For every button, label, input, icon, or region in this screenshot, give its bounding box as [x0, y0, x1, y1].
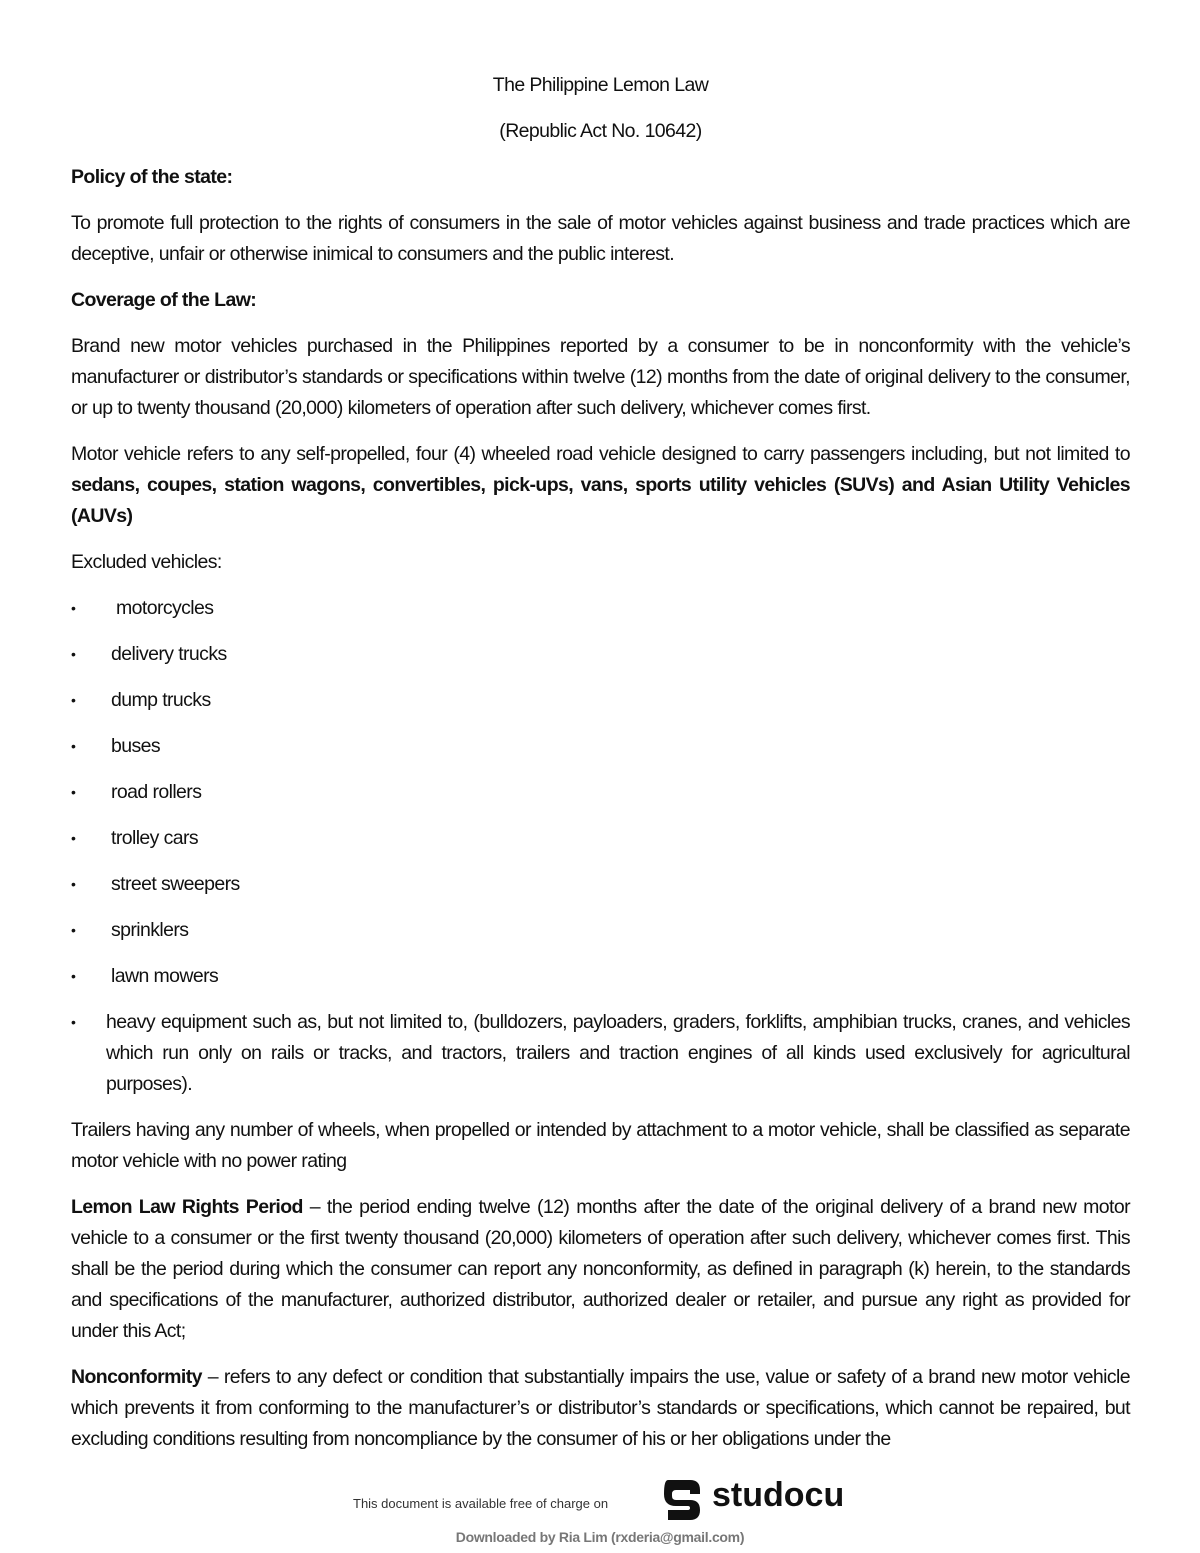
bullet-icon: •	[71, 830, 76, 846]
coverage-heading: Coverage of the Law:	[71, 289, 257, 311]
page-footer	[0, 1468, 1200, 1553]
bullet-icon: •	[71, 922, 76, 938]
list-item	[71, 777, 1130, 808]
coverage-paragraph: Brand new motor vehicles purchased in the Philippines reported by a consumer to be in nonconformity with the vehicle’s manufacturer or distributor’s standards or specifications within twelve (12) months from the date of original delivery to the consumer, or up to twenty thousand (20,000) kilometers of operation after such delivery, whichever comes first.	[71, 335, 1130, 419]
bullet-icon: •	[71, 968, 76, 984]
rights-period-paragraph	[71, 1192, 1130, 1347]
list-item-text: sprinklers	[111, 919, 189, 941]
rights-period-term: Lemon Law Rights Period	[71, 1196, 303, 1218]
list-item-text: buses	[111, 735, 161, 757]
policy-paragraph: To promote full protection to the rights of consumers in the sale of motor vehicles against business and trade practices which are deceptive, unfair or otherwise inimical to consumers and the public interest.	[71, 212, 1130, 265]
bullet-icon: •	[71, 600, 76, 616]
list-item	[71, 731, 1130, 762]
excluded-vehicles-list	[71, 593, 1130, 1100]
bullet-icon: •	[71, 1014, 76, 1030]
list-item-text: trolley cars	[111, 827, 199, 849]
list-item	[71, 1007, 1130, 1100]
list-item-text: lawn mowers	[111, 965, 219, 987]
motor-vehicle-types: sedans, coupes, station wagons, convertibles, pick-ups, vans, sports utility vehicles (SUVs) and Asian Utility Vehicles (AUVs)	[71, 474, 1130, 527]
list-item	[71, 915, 1130, 946]
nonconformity-term: Nonconformity	[71, 1366, 202, 1388]
list-item	[71, 685, 1130, 716]
list-item-text: motorcycles	[116, 597, 214, 619]
studocu-logo-icon[interactable]	[660, 1476, 706, 1522]
motor-vehicle-text: Motor vehicle refers to any self-propelled, four (4) wheeled road vehicle designed to carry passengers including, but not limited to	[71, 443, 1130, 465]
list-item	[71, 823, 1130, 854]
trailers-paragraph: Trailers having any number of wheels, when propelled or intended by attachment to a motor vehicle, shall be classified as separate motor vehicle with no power rating	[71, 1119, 1130, 1172]
list-item-text: road rollers	[111, 781, 202, 803]
list-item-text: street sweepers	[111, 873, 240, 895]
bullet-icon: •	[71, 876, 76, 892]
list-item-text: heavy equipment such as, but not limited to, (bulldozers, payloaders, graders, forklifts, amphibian trucks, cranes, and vehicles which run only on rails or tracks, and tractors, trailers and traction engines of all kinds used exclusively for agricultural purposes).	[106, 1011, 1130, 1095]
availability-note: This document is available free of charge on	[353, 1496, 609, 1511]
list-item-text: dump trucks	[111, 689, 211, 711]
bullet-icon: •	[71, 692, 76, 708]
document-page	[71, 70, 1130, 1455]
list-item	[71, 961, 1130, 992]
excluded-label: Excluded vehicles:	[71, 551, 222, 573]
bullet-icon: •	[71, 738, 76, 754]
nonconformity-definition: – refers to any defect or condition that substantially impairs the use, value or safety of a brand new motor vehicle which prevents it from conforming to the manufacturer’s or distributor’s standards or specifications, which cannot be repaired, but excluding conditions resulting from noncompliance by the consumer of his or her obligations under the	[71, 1366, 1130, 1450]
bullet-icon: •	[71, 784, 76, 800]
list-item	[71, 869, 1130, 900]
studocu-brand[interactable]: studocu	[712, 1476, 845, 1514]
list-item	[71, 639, 1130, 670]
nonconformity-paragraph	[71, 1362, 1130, 1455]
list-item	[71, 593, 1130, 624]
rights-period-definition: – the period ending twelve (12) months after the date of the original delivery of a brand new motor vehicle to a consumer or the first twenty thousand (20,000) kilometers of operation after such delivery, whichever comes first. This shall be the period during which the consumer can report any nonconformity, as defined in paragraph (k) herein, to the standards and specifications of the manufacturer, authorized distributor, authorized dealer or retailer, and pursue any right as provided for under this Act;	[71, 1196, 1130, 1342]
document-title: The Philippine Lemon Law	[492, 74, 709, 96]
downloaded-by-note: Downloaded by Ria Lim (rxderia@gmail.com)	[455, 1529, 745, 1545]
list-item-text: delivery trucks	[111, 643, 227, 665]
policy-heading: Policy of the state:	[71, 166, 233, 188]
motor-vehicle-paragraph	[71, 439, 1130, 532]
bullet-icon: •	[71, 646, 76, 662]
document-subtitle: (Republic Act No. 10642)	[499, 120, 702, 142]
